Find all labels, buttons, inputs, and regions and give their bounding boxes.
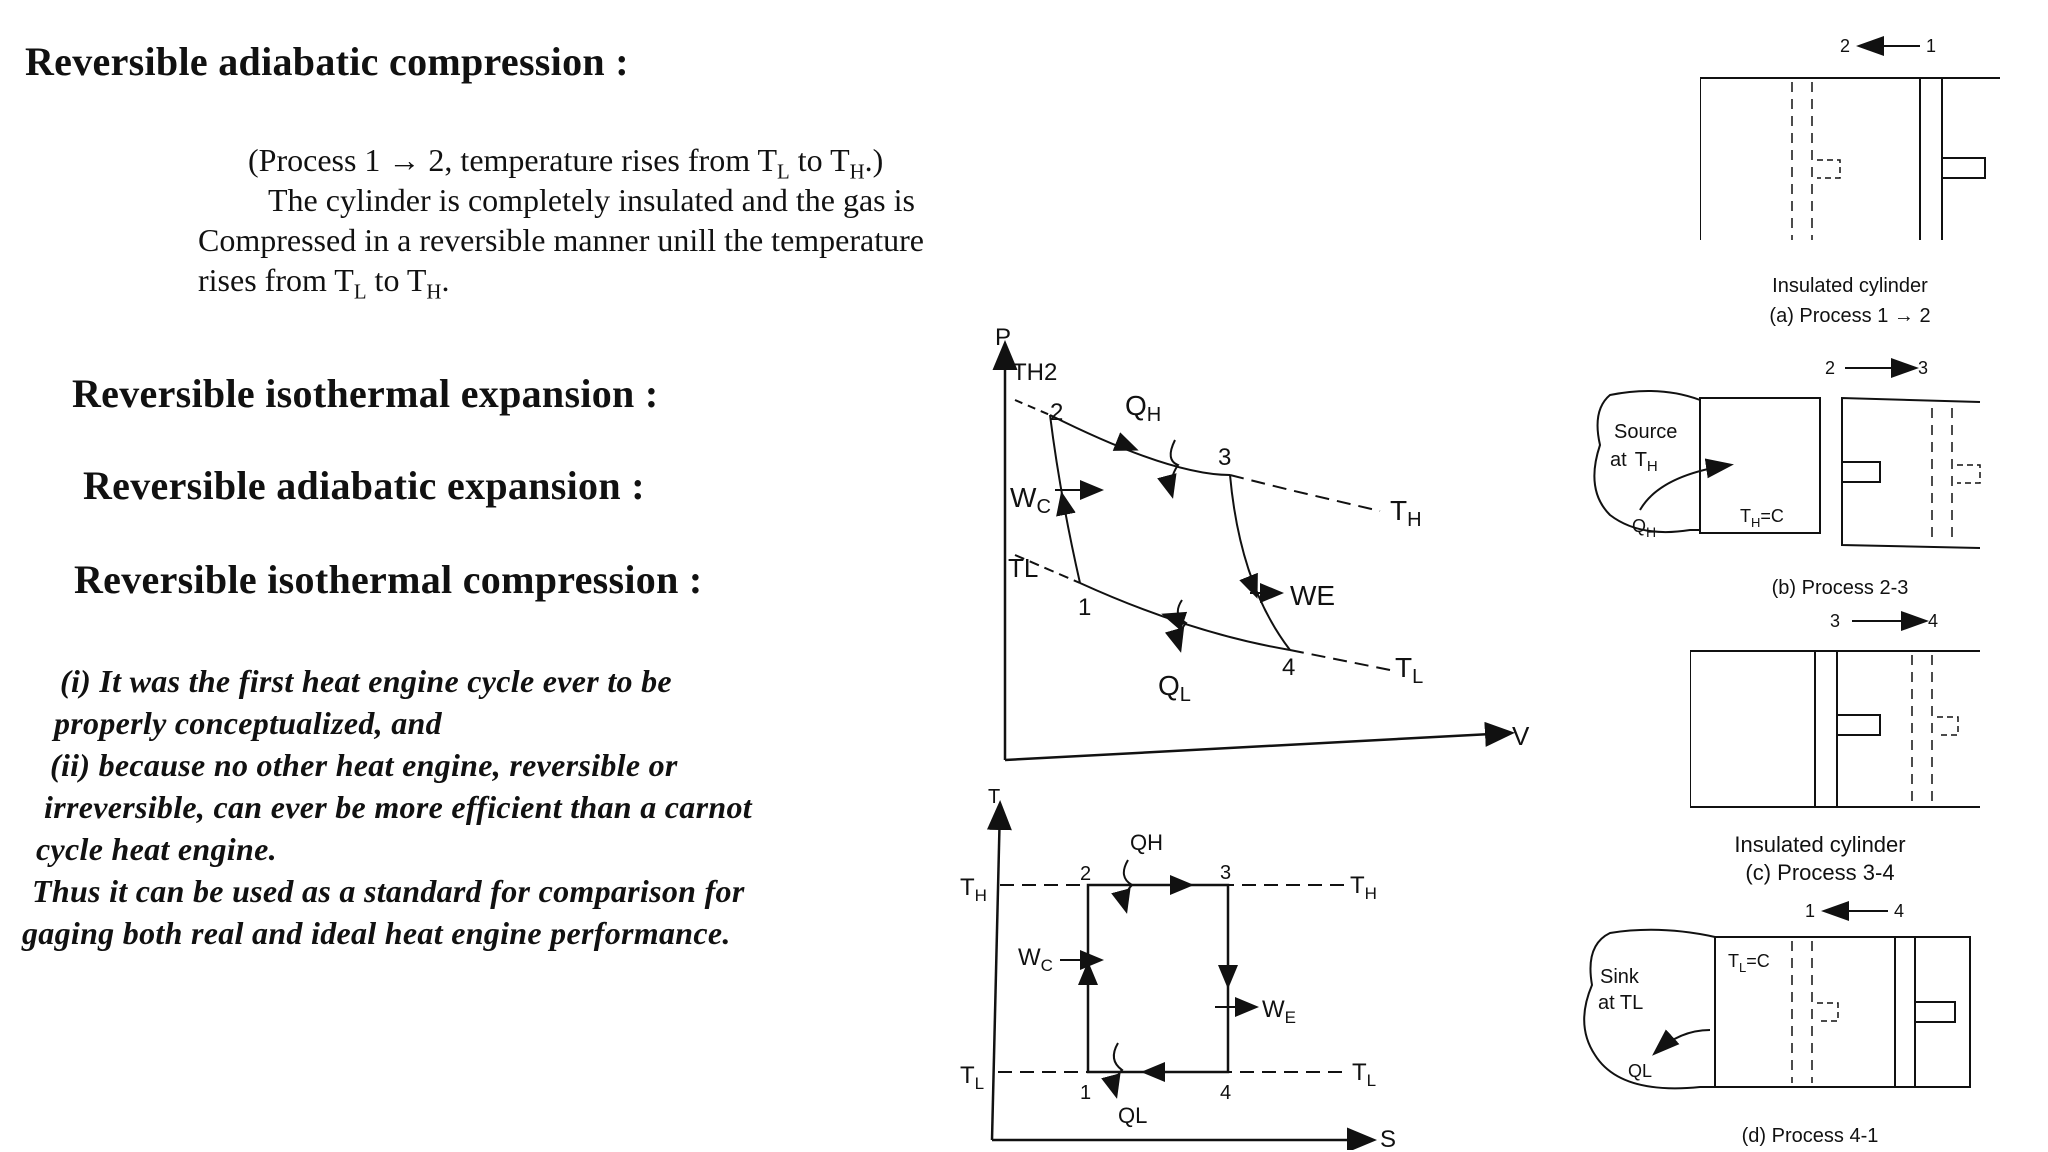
ts-point-4: 4 bbox=[1220, 1082, 1232, 1104]
pv-label-th: $T_H$ bbox=[1390, 495, 1422, 531]
note-line-5: cycle heat engine. bbox=[36, 831, 277, 867]
process12-line2: The cylinder is completely insulated and the gas is bbox=[268, 182, 915, 218]
cyl-a-caption-1: Insulated cylinder bbox=[1772, 275, 1928, 297]
cyl-b-arrow-from: 2 bbox=[1825, 358, 1836, 378]
pv-label-wc: $W_C$ bbox=[1010, 482, 1051, 518]
process12-line4: rises from $T_L$ to $T_H$. bbox=[198, 262, 450, 304]
cyl-d-tlc: $T_L=C$ bbox=[1728, 951, 1770, 975]
cyl-b-qh: $Q_H$ bbox=[1632, 516, 1657, 540]
pv-label-qh: $Q_H$ bbox=[1125, 390, 1162, 426]
heading-adiabatic-expansion: Reversible adiabatic expansion : bbox=[83, 463, 645, 508]
ts-label-wc: $W_C$ bbox=[1018, 944, 1053, 975]
cyl-a-caption-2: (a) Process 1 → 2 bbox=[1769, 305, 1931, 327]
pv-point-2: 2 bbox=[1050, 399, 1064, 426]
cyl-b-source: Source bbox=[1614, 421, 1678, 443]
cylinder-d bbox=[1570, 895, 2000, 1115]
cyl-c-arrow-from: 3 bbox=[1830, 611, 1841, 631]
ts-label-tl-right: $T_L$ bbox=[1352, 1059, 1377, 1090]
ts-cycle-rect bbox=[1088, 885, 1228, 1072]
ts-label-th-right: $T_H$ bbox=[1350, 872, 1377, 903]
ts-label-qh: QH bbox=[1130, 830, 1163, 855]
cyl-c-arrow-to: 4 bbox=[1928, 611, 1939, 631]
note-line-3: (ii) because no other heat engine, reversible or bbox=[50, 747, 678, 783]
pv-point-3: 3 bbox=[1218, 444, 1232, 471]
cyl-d-arrow-to: 1 bbox=[1805, 901, 1816, 921]
pv-label-th2: TH2 bbox=[1012, 359, 1058, 386]
ts-point-2: 2 bbox=[1080, 863, 1092, 885]
note-line-6: Thus it can be used as a standard for comparison for bbox=[32, 873, 745, 909]
note-line-7: gaging both real and ideal heat engine performance. bbox=[22, 915, 731, 951]
note-line-4: irreversible, can ever be more efficient than a carnot bbox=[44, 789, 752, 825]
pv-axis-label-v: V bbox=[1512, 721, 1530, 751]
cylinder-a bbox=[1700, 30, 2000, 240]
pv-point-4: 4 bbox=[1282, 654, 1296, 681]
ts-y-axis bbox=[992, 805, 1000, 1140]
ts-label-we: $W_E$ bbox=[1262, 996, 1296, 1027]
pv-x-axis bbox=[1005, 733, 1510, 760]
cyl-c-caption-1: Insulated cylinder bbox=[1734, 832, 1906, 857]
heading-isothermal-compression: Reversible isothermal compression : bbox=[74, 557, 703, 602]
cyl-d-sink: Sink bbox=[1600, 966, 1639, 988]
ts-axis-label-t: T bbox=[988, 786, 1001, 808]
cyl-d-caption: (d) Process 4-1 bbox=[1741, 1125, 1879, 1147]
pv-label-tl-left: TL bbox=[1008, 553, 1039, 583]
pv-label-we: WE bbox=[1290, 580, 1336, 611]
pv-isotherm-th bbox=[1050, 415, 1230, 475]
cyl-b-thc: $T_H=C$ bbox=[1740, 506, 1784, 530]
ts-axis-label-s: S bbox=[1380, 1126, 1397, 1150]
pv-label-ql: $Q_L$ bbox=[1158, 670, 1191, 706]
pv-adiabat-34 bbox=[1230, 475, 1290, 650]
cylinder-b bbox=[1580, 350, 2000, 570]
ts-diagram bbox=[950, 785, 1420, 1150]
cyl-b-at-th: at $T_H$ bbox=[1610, 449, 1658, 475]
ts-point-1: 1 bbox=[1080, 1082, 1092, 1104]
ts-point-3: 3 bbox=[1220, 862, 1232, 884]
cyl-b-arrow-to: 3 bbox=[1918, 358, 1929, 378]
process12-line1: (Process 1 → 2, temperature rises from $T_L$ to $T_H$.) bbox=[248, 142, 884, 184]
cyl-c-caption-2: (c) Process 3-4 bbox=[1745, 860, 1895, 885]
pv-point-1: 1 bbox=[1078, 594, 1092, 621]
pv-label-tl: $T_L$ bbox=[1395, 652, 1424, 688]
pv-adiabat-12 bbox=[1050, 415, 1080, 583]
ts-label-th-left: $T_H$ bbox=[960, 874, 987, 905]
cyl-b-caption: (b) Process 2-3 bbox=[1771, 577, 1909, 599]
note-line-2: properly conceptualized, and bbox=[54, 705, 442, 741]
cyl-d-ql: QL bbox=[1628, 1061, 1653, 1081]
process12-line3: Compressed in a reversible manner unill the temperature bbox=[198, 222, 924, 258]
cyl-d-at-tl: at TL bbox=[1598, 992, 1644, 1014]
note-line-1: (i) It was the first heat engine cycle ever to be bbox=[60, 663, 672, 699]
heading-isothermal-expansion: Reversible isothermal expansion : bbox=[72, 371, 659, 416]
cyl-a-arrow-to: 2 bbox=[1840, 36, 1851, 56]
pv-isotherm-th-dashed bbox=[1230, 475, 1380, 511]
heading-adiabatic-compression: Reversible adiabatic compression : bbox=[25, 39, 629, 84]
ts-label-tl-left: $T_L$ bbox=[960, 1062, 985, 1093]
cylinder-c bbox=[1690, 605, 1990, 815]
pv-diagram bbox=[950, 315, 1530, 775]
cyl-d-arrow-from: 4 bbox=[1894, 901, 1905, 921]
cyl-a-arrow-from: 1 bbox=[1926, 36, 1937, 56]
pv-axis-label-p: P bbox=[995, 324, 1012, 351]
ts-label-ql: QL bbox=[1118, 1103, 1148, 1128]
